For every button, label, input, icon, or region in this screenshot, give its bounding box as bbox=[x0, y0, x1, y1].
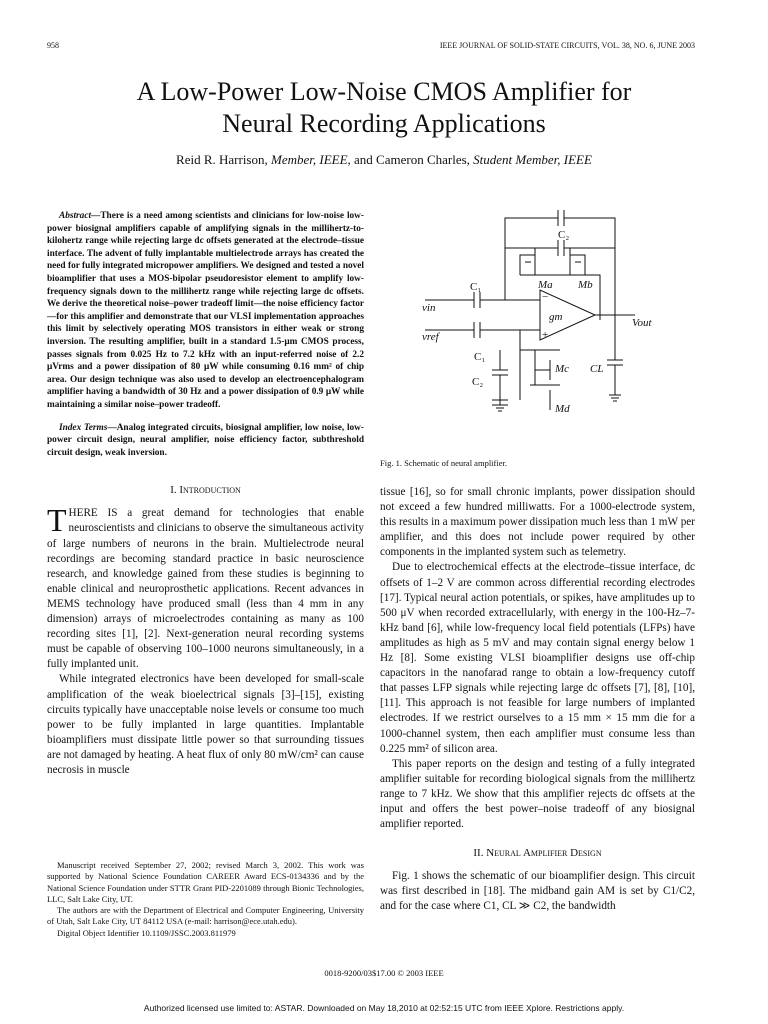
paper-title bbox=[0, 76, 768, 140]
intro-paragraph-1-text: HERE IS a great demand for technologies that enable neuroscientists and clinicians to observe the simultaneous activity of large numbers of neurons in the brain. Multielectrode neural recordings are becoming standard practice in basic neuroscience research, and knowledge gained from these studies is beginning to enable clinical and neuroprosthetic applications. Recent advances in MEMS technology have produced small (less than 4 mm in any dimension) arrays of microelectrodes containing as many as 100 recording sites [1], [2]. Next-generation neural recording systems must be capable of observing 100–1000 neurons simultaneously, in a fully implanted unit. bbox=[47, 507, 364, 671]
author-and: and Cameron Charles, bbox=[354, 152, 470, 167]
label-vout: Vout bbox=[632, 317, 652, 329]
left-column bbox=[47, 210, 364, 778]
right-column bbox=[380, 485, 695, 915]
section-2-number: II. bbox=[473, 847, 484, 860]
author-1: Reid R. Harrison, bbox=[176, 152, 268, 167]
page-number: 958 bbox=[47, 41, 59, 50]
label-mc: Mc bbox=[555, 363, 570, 375]
label-minus: − bbox=[542, 291, 549, 303]
footnote-doi: Digital Object Identifier 10.1109/JSSC.2003.811979 bbox=[57, 927, 236, 938]
label-gm: gm bbox=[549, 311, 563, 323]
abstract-text: —There is a need among scientists and clinicians for low-noise low-power biosignal amplifiers capable of amplifying signals in the millihertz-to-kilohertz range while rejecting large dc offsets generated at the electrode–tissue interface. The advent of fully implantable multielectrode arrays has created the need for fully integrated micropower amplifiers. We designed and tested a novel bioamplifier that uses a MOS-bipolar pseudoresistor element to amplify low-frequency signals down to the millihertz range while rejecting large dc offsets. We derive the theoretical noise–power tradeoff limit—the noise efficiency factor—for this amplifier and demonstrate that our VLSI implementation approaches this limit by selectively operating MOS transistors in either weak or strong inversion. The resulting amplifier, built in a standard 1.5-μm CMOS process, passes signals from 0.025 Hz to 7.2 kHz with an input-referred noise of 2.2 μVrms and a power dissipation of 80 μW while consuming 0.16 mm² of chip area. Our design technique was also used to develop an electroencephalogram amplifier having a bandwidth of 30 Hz and a power dissipation of 0.9 μW while maintaining a similar noise–power tradeoff. bbox=[47, 211, 364, 410]
index-terms-text: —Analog integrated circuits, biosignal amplifier, low noise, low-power circuit design, neural amplifier, noise efficiency factor, subthreshold circuit design, weak inversion. bbox=[47, 422, 364, 458]
label-cl: CL bbox=[590, 363, 604, 375]
figure-1-caption: Fig. 1. Schematic of neural amplifier. bbox=[380, 458, 507, 468]
section-2-heading bbox=[380, 846, 695, 861]
label-ma: Ma bbox=[538, 279, 553, 291]
copyright-footer: 0018-9200/03$17.00 © 2003 IEEE bbox=[324, 968, 444, 978]
authors bbox=[0, 152, 768, 168]
label-plus: + bbox=[542, 329, 549, 341]
section-1-title: Introduction bbox=[179, 484, 241, 497]
title-line-1: A Low-Power Low-Noise CMOS Amplifier for bbox=[136, 77, 632, 106]
label-md: Md bbox=[555, 403, 570, 415]
label-c1-bottom: C₁ bbox=[474, 351, 486, 363]
right-paragraph-3: This paper reports on the design and testing of a fully integrated amplifier suitable for recording biological signals from the millihertz range to 7 kHz. We show that this amplifier rejects dc offsets at the input and offers the best power–noise tradeoff of any biosignal amplifier reported. bbox=[380, 757, 695, 831]
right-paragraph-4: Fig. 1 shows the schematic of our bioamplifier design. This circuit was first described in [18]. The midband gain AM is set by C1/C2, and for the case where C1, CL ≫ C2, the bandwidth bbox=[380, 870, 695, 913]
author-1-role: Member, IEEE, bbox=[271, 152, 351, 167]
label-vref: vref bbox=[422, 331, 439, 343]
abstract-label: Abstract bbox=[59, 211, 92, 221]
intro-paragraph-2: While integrated electronics have been developed for small-scale amplification of the weak bioelectrical signals [3]–[15], existing circuits typically have unacceptable noise levels or consume too much power to be fully implanted in large quantities. Implantable bioamplifiers must dissipate little power so that surrounding tissues are not damaged by heating. A heat flux of only 80 mW/cm² can cause necrosis in muscle bbox=[47, 673, 364, 776]
title-line-2: Neural Recording Applications bbox=[222, 109, 546, 138]
drop-cap: T bbox=[47, 502, 67, 539]
label-mb: Mb bbox=[578, 279, 593, 291]
right-paragraph-2: Due to electrochemical effects at the electrode–tissue interface, dc offsets of 1–2 V are common across differential recording electrodes [17]. Typical neural action potentials, or spikes, have amplitudes up to 500 μV when recorded extracellularly, with energy in the 100-Hz–7-kHz band [6], while low-frequency local field potentials (LFPs) have amplitudes as high as 5 mV and may contain signal energy below 1 Hz [8]. Some existing VLSI bioamplifier designs use off-chip capacitors in the nanofarad range to obtain a low-frequency cutoff that passes LFP signals while rejecting large dc offsets [7], [8], [10], [11]. This approach is not feasible for large numbers of implanted electrodes. If we restrict ourselves to a 15 mm × 15 mm die for a 1000-channel system, then each amplifier must consume less than 0.225 mm² of silicon area. bbox=[380, 561, 695, 755]
abstract bbox=[47, 210, 364, 412]
intro-paragraph-1 bbox=[47, 502, 364, 672]
section-1-heading bbox=[47, 483, 364, 498]
label-c2-bottom: C₂ bbox=[472, 376, 484, 388]
figure-1-schematic bbox=[410, 200, 680, 430]
section-2-title: Neural Amplifier Design bbox=[486, 847, 602, 860]
running-header: IEEE JOURNAL OF SOLID-STATE CIRCUITS, VOL. 38, NO. 6, JUNE 2003 bbox=[439, 41, 695, 50]
right-paragraph-1: tissue [16], so for small chronic implants, power dissipation should not exceed a few hundred milliwatts. For a 1000-electrode system, this results in a maximum power dissipation much less than 1 mW per amplifier, and this does not include power required by other components in the implanted system such as telemetry. bbox=[380, 486, 695, 559]
label-c1: C₁ bbox=[470, 281, 482, 293]
license-notice: Authorized licensed use limited to: ASTAR. Downloaded on May 18,2010 at 02:52:15 UTC from IEEE Xplore. Restrictions apply. bbox=[143, 1003, 625, 1013]
index-terms-label: Index Terms bbox=[59, 422, 108, 433]
label-vin: vin bbox=[422, 302, 436, 314]
footnote-manuscript: Manuscript received September 27, 2002; revised March 3, 2002. This work was supported by National Science Foundation CAREER Award ECS-0134336 and by the National Science Foundation under STTR Grant PID-2201089 through Bionic Technologies, LLC, Salt Lake City, UT. bbox=[47, 860, 364, 904]
footnote-affiliation: The authors are with the Department of Electrical and Computer Engineering, University of Utah, Salt Lake City, UT 84112 USA (e-mail: harrison@ece.utah.edu). bbox=[47, 905, 364, 927]
author-2-role: Student Member, IEEE bbox=[473, 152, 592, 167]
section-1-number: I. bbox=[170, 484, 177, 497]
footnotes bbox=[47, 860, 364, 939]
label-c2-top: C₂ bbox=[558, 229, 570, 241]
index-terms bbox=[47, 422, 364, 460]
